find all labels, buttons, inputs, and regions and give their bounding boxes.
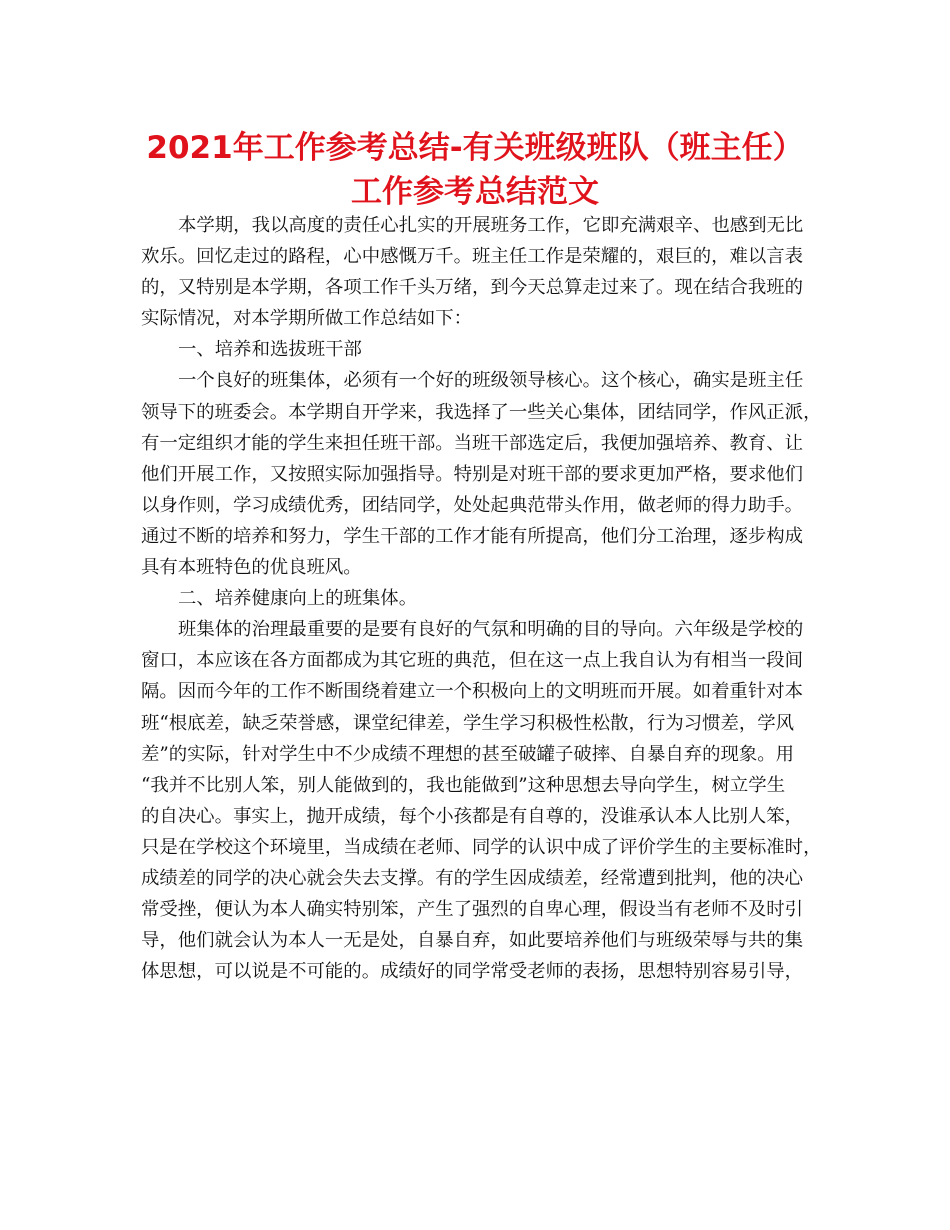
- document-title-line-2: 工作参考总结范文: [351, 174, 599, 210]
- body-line: 只是在学校这个环境里，当成绩在老师、同学的认识中成了评价学生的主要标准时，: [141, 836, 822, 858]
- body-line: 班集体的治理最重要的是要有良好的气氛和明确的目的导向。六年级是学校的: [178, 619, 804, 641]
- body-line: 的，又特别是本学期，各项工作千头万绪，到今天总算走过来了。现在结合我班的: [141, 277, 804, 299]
- document-title-line-1: 2021年工作参考总结-有关班级班队（班主任）: [146, 130, 804, 166]
- body-line: 他们开展工作，又按照实际加强指导。特别是对班干部的要求更加严格，要求他们: [141, 463, 804, 485]
- body-line: 窗口，本应该在各方面都成为其它班的典范，但在这一点上我自认为有相当一段间: [141, 650, 804, 672]
- body-line: 隔。因而今年的工作不断围绕着建立一个积极向上的文明班而开展。如着重针对本: [141, 681, 804, 703]
- body-line: 有一定组织才能的学生来担任班干部。当班干部选定后，我便加强培养、教育、让: [141, 432, 804, 454]
- body-line: 常受挫，便认为本人确实特别笨，产生了强烈的自卑心理，假设当有老师不及时引: [141, 899, 804, 921]
- body-line: 班“根底差，缺乏荣誉感，课堂纪律差，学生学习积极性松散，行为习惯差，学风: [141, 712, 795, 734]
- body-line: 一、培养和选拔班干部: [178, 339, 362, 361]
- document-body: [141, 210, 822, 987]
- body-line: 的自决心。事实上，抛开成绩，每个小孩都是有自尊的，没谁承认本人比别人笨，: [141, 805, 804, 827]
- body-line: 二、培养健康向上的班集体。: [178, 588, 418, 610]
- body-line: 通过不断的培养和努力，学生干部的工作才能有所提高，他们分工治理，逐步构成: [141, 525, 804, 547]
- body-line: 成绩差的同学的决心就会失去支撑。有的学生因成绩差，经常遭到批判，他的决心: [141, 867, 804, 889]
- body-line: 具有本班特色的优良班风。: [141, 557, 362, 579]
- body-line: 以身作则，学习成绩优秀，团结同学，处处起典范带头作用，做老师的得力助手。: [141, 494, 804, 516]
- body-line: “我并不比别人笨，别人能做到的，我也能做到”这种思想去导向学生，树立学生: [141, 774, 786, 796]
- body-line: 实际情况，对本学期所做工作总结如下：: [141, 308, 473, 330]
- body-line: 欢乐。回忆走过的路程，心中感慨万千。班主任工作是荣耀的，艰巨的，难以言表: [141, 246, 804, 268]
- body-line: 一个良好的班集体，必须有一个好的班级领导核心。这个核心，确实是班主任: [178, 370, 804, 392]
- body-line: 领导下的班委会。本学期自开学来，我选择了一些关心集体，团结同学，作风正派，: [141, 401, 822, 423]
- body-line: 本学期，我以高度的责任心扎实的开展班务工作，它即充满艰辛、也感到无比: [178, 215, 804, 236]
- body-line: 差”的实际，针对学生中不少成绩不理想的甚至破罐子破摔、自暴自弃的现象。用: [141, 743, 795, 765]
- body-line: 导，他们就会认为本人一无是处，自暴自弃，如此要培养他们与班级荣辱与共的集: [141, 930, 804, 952]
- body-line: 体思想，可以说是不可能的。成绩好的同学常受老师的表扬，思想特别容易引导，: [141, 961, 804, 983]
